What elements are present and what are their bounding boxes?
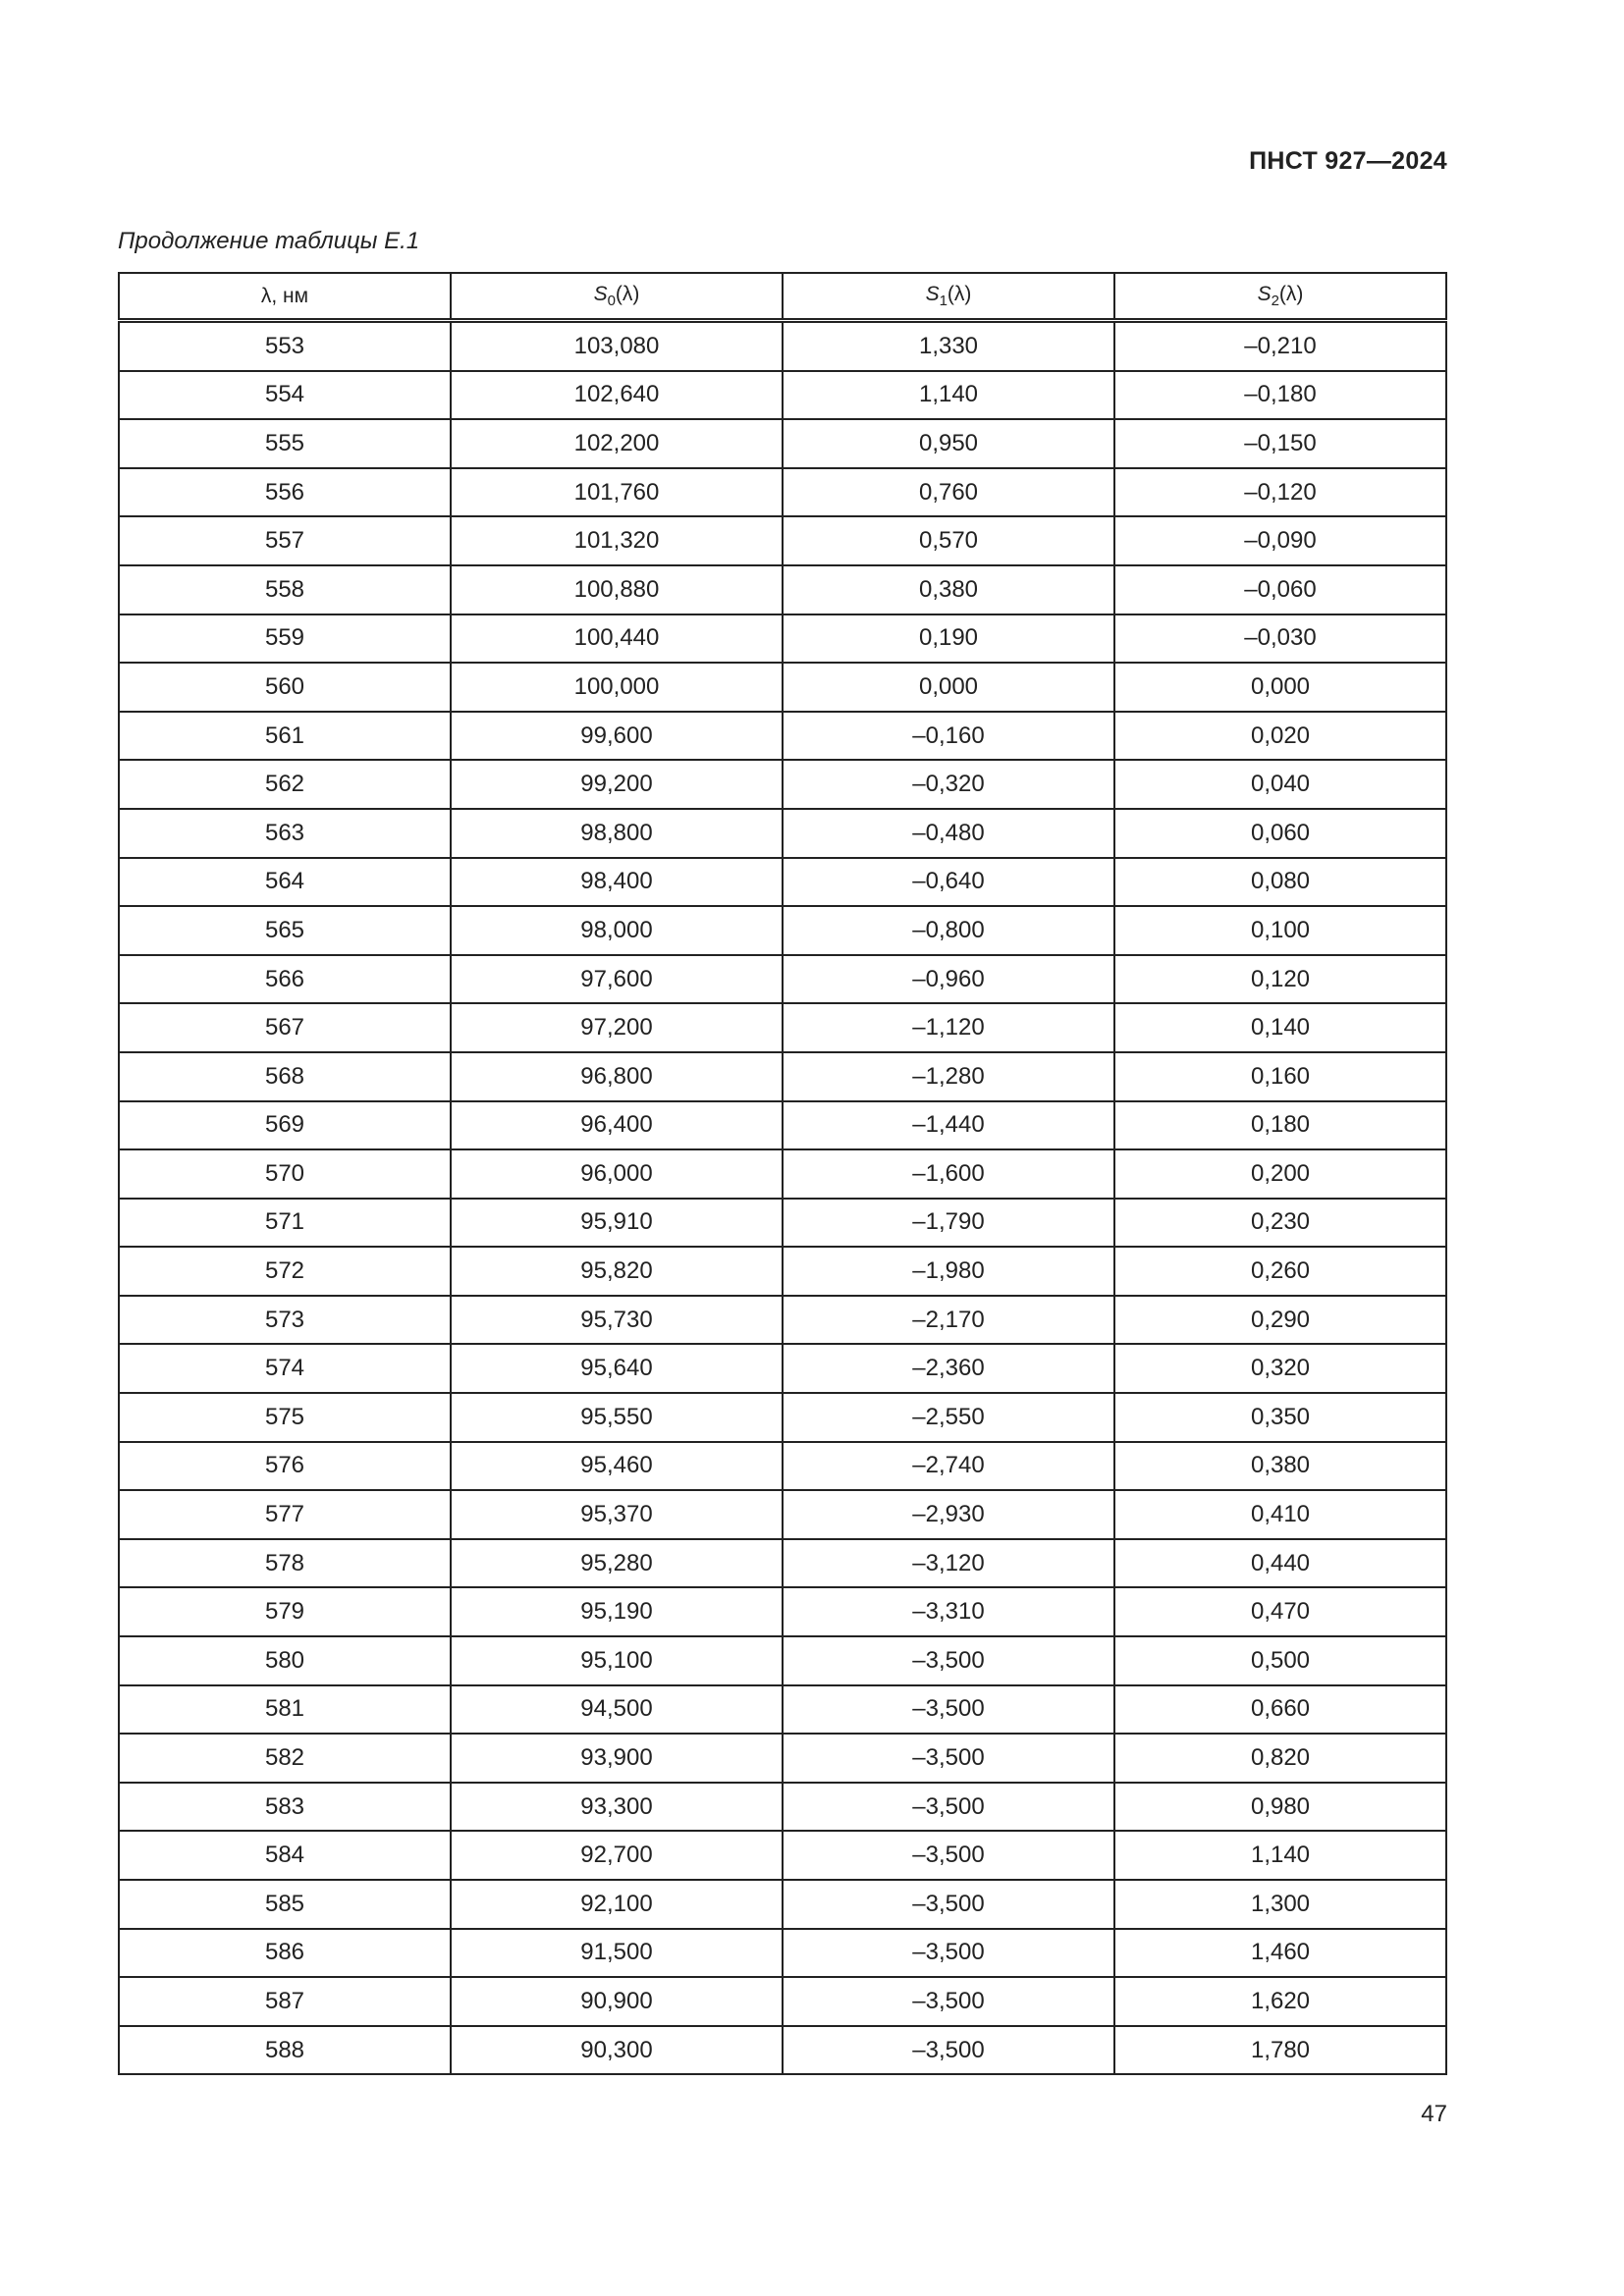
cell-s1: –0,320 [783, 760, 1114, 809]
cell-s1: –2,170 [783, 1296, 1114, 1345]
cell-s2: 0,320 [1114, 1344, 1446, 1393]
cell-wavelength: 586 [119, 1929, 451, 1978]
cell-s2: 0,100 [1114, 906, 1446, 955]
cell-s2: 0,140 [1114, 1003, 1446, 1052]
table-row [119, 1490, 1446, 1539]
cell-wavelength: 555 [119, 419, 451, 468]
column-header-s2: $S_2(\lambda)$ [1114, 273, 1446, 321]
cell-s0: 102,640 [451, 371, 783, 420]
column-header-s1: $S_1(\lambda)$ [783, 273, 1114, 321]
cell-s1: –1,790 [783, 1199, 1114, 1248]
cell-wavelength: 579 [119, 1587, 451, 1636]
cell-s1: –2,360 [783, 1344, 1114, 1393]
table-row [119, 1929, 1446, 1978]
cell-s1: –3,500 [783, 1977, 1114, 2026]
cell-s0: 95,280 [451, 1539, 783, 1588]
cell-s0: 101,760 [451, 468, 783, 517]
cell-s0: 92,100 [451, 1880, 783, 1929]
table-header [119, 273, 1446, 321]
cell-wavelength: 587 [119, 1977, 451, 2026]
cell-s1: –3,500 [783, 1880, 1114, 1929]
cell-s2: 0,040 [1114, 760, 1446, 809]
cell-wavelength: 554 [119, 371, 451, 420]
cell-s1: –0,160 [783, 712, 1114, 761]
table-row [119, 1247, 1446, 1296]
cell-s2: –0,150 [1114, 419, 1446, 468]
cell-s0: 99,600 [451, 712, 783, 761]
cell-wavelength: 574 [119, 1344, 451, 1393]
cell-wavelength: 578 [119, 1539, 451, 1588]
cell-wavelength: 573 [119, 1296, 451, 1345]
cell-s2: 0,160 [1114, 1052, 1446, 1101]
table-row [119, 419, 1446, 468]
cell-s2: –0,030 [1114, 614, 1446, 664]
table-row [119, 1587, 1446, 1636]
table-row [119, 516, 1446, 565]
cell-s1: –3,500 [783, 1929, 1114, 1978]
table-row [119, 906, 1446, 955]
table-row [119, 1149, 1446, 1199]
cell-s1: –3,500 [783, 1783, 1114, 1832]
cell-s0: 95,640 [451, 1344, 783, 1393]
cell-s0: 95,190 [451, 1587, 783, 1636]
cell-s1: 1,140 [783, 371, 1114, 420]
cell-s0: 95,100 [451, 1636, 783, 1685]
cell-s1: 0,000 [783, 663, 1114, 712]
table-row [119, 1880, 1446, 1929]
cell-s0: 100,880 [451, 565, 783, 614]
cell-s0: 92,700 [451, 1831, 783, 1880]
cell-s1: –3,500 [783, 1636, 1114, 1685]
column-header-wavelength: λ, нм [119, 273, 451, 321]
table-row [119, 1344, 1446, 1393]
cell-s2: 0,120 [1114, 955, 1446, 1004]
table-row [119, 565, 1446, 614]
cell-s2: 0,080 [1114, 858, 1446, 907]
cell-s2: 1,140 [1114, 1831, 1446, 1880]
cell-wavelength: 575 [119, 1393, 451, 1442]
cell-s2: 0,000 [1114, 663, 1446, 712]
cell-wavelength: 564 [119, 858, 451, 907]
cell-s0: 103,080 [451, 321, 783, 371]
cell-wavelength: 588 [119, 2026, 451, 2075]
cell-s2: 0,230 [1114, 1199, 1446, 1248]
cell-s1: –0,480 [783, 809, 1114, 858]
cell-wavelength: 553 [119, 321, 451, 371]
cell-s1: 0,190 [783, 614, 1114, 664]
cell-s1: –3,500 [783, 1685, 1114, 1735]
table-row [119, 663, 1446, 712]
cell-wavelength: 572 [119, 1247, 451, 1296]
column-header-s0: $S_0(\lambda)$ [451, 273, 783, 321]
cell-wavelength: 563 [119, 809, 451, 858]
cell-s0: 95,370 [451, 1490, 783, 1539]
table-row [119, 858, 1446, 907]
cell-s2: 1,620 [1114, 1977, 1446, 2026]
cell-s0: 97,200 [451, 1003, 783, 1052]
cell-s2: 1,460 [1114, 1929, 1446, 1978]
table-row [119, 371, 1446, 420]
table-row [119, 712, 1446, 761]
cell-wavelength: 565 [119, 906, 451, 955]
cell-wavelength: 558 [119, 565, 451, 614]
cell-s1: –3,500 [783, 2026, 1114, 2075]
cell-wavelength: 567 [119, 1003, 451, 1052]
table-row [119, 809, 1446, 858]
cell-s0: 98,000 [451, 906, 783, 955]
cell-s1: –2,550 [783, 1393, 1114, 1442]
cell-s1: –2,740 [783, 1442, 1114, 1491]
cell-s1: –3,500 [783, 1831, 1114, 1880]
cell-s0: 94,500 [451, 1685, 783, 1735]
cell-s1: 1,330 [783, 321, 1114, 371]
cell-wavelength: 559 [119, 614, 451, 664]
cell-wavelength: 566 [119, 955, 451, 1004]
cell-s2: 0,410 [1114, 1490, 1446, 1539]
table-row [119, 1539, 1446, 1588]
cell-s0: 96,800 [451, 1052, 783, 1101]
cell-s2: –0,120 [1114, 468, 1446, 517]
cell-s1: –1,120 [783, 1003, 1114, 1052]
cell-wavelength: 556 [119, 468, 451, 517]
cell-s1: 0,760 [783, 468, 1114, 517]
table-row [119, 1977, 1446, 2026]
table-row [119, 955, 1446, 1004]
table-row [119, 1734, 1446, 1783]
cell-s2: 0,260 [1114, 1247, 1446, 1296]
table-row [119, 468, 1446, 517]
cell-s2: 0,350 [1114, 1393, 1446, 1442]
cell-s0: 95,820 [451, 1247, 783, 1296]
cell-wavelength: 581 [119, 1685, 451, 1735]
table-row [119, 1101, 1446, 1150]
cell-s0: 99,200 [451, 760, 783, 809]
cell-s2: 0,470 [1114, 1587, 1446, 1636]
cell-s0: 95,550 [451, 1393, 783, 1442]
cell-s2: 0,380 [1114, 1442, 1446, 1491]
cell-s2: 0,020 [1114, 712, 1446, 761]
table-row [119, 321, 1446, 371]
cell-s0: 96,400 [451, 1101, 783, 1150]
cell-s2: 0,980 [1114, 1783, 1446, 1832]
page-number: 47 [1421, 2101, 1447, 2127]
cell-s2: 0,500 [1114, 1636, 1446, 1685]
cell-s0: 98,400 [451, 858, 783, 907]
cell-wavelength: 569 [119, 1101, 451, 1150]
cell-s2: 0,660 [1114, 1685, 1446, 1735]
cell-s2: 0,060 [1114, 809, 1446, 858]
cell-s1: –0,800 [783, 906, 1114, 955]
table-row [119, 1783, 1446, 1832]
cell-s2: –0,090 [1114, 516, 1446, 565]
cell-s0: 102,200 [451, 419, 783, 468]
cell-wavelength: 571 [119, 1199, 451, 1248]
cell-s0: 95,730 [451, 1296, 783, 1345]
cell-s0: 97,600 [451, 955, 783, 1004]
cell-wavelength: 560 [119, 663, 451, 712]
table-row [119, 614, 1446, 664]
cell-s0: 98,800 [451, 809, 783, 858]
cell-wavelength: 561 [119, 712, 451, 761]
table-row [119, 1636, 1446, 1685]
cell-s2: 0,180 [1114, 1101, 1446, 1150]
cell-s0: 100,000 [451, 663, 783, 712]
cell-s2: 0,200 [1114, 1149, 1446, 1199]
cell-s1: –1,980 [783, 1247, 1114, 1296]
cell-s1: –1,600 [783, 1149, 1114, 1199]
cell-wavelength: 576 [119, 1442, 451, 1491]
cell-s2: –0,060 [1114, 565, 1446, 614]
cell-s2: 1,780 [1114, 2026, 1446, 2075]
table-row [119, 760, 1446, 809]
cell-wavelength: 562 [119, 760, 451, 809]
cell-s1: –0,640 [783, 858, 1114, 907]
cell-s1: 0,570 [783, 516, 1114, 565]
cell-s1: –1,280 [783, 1052, 1114, 1101]
table-row [119, 1199, 1446, 1248]
cell-s0: 96,000 [451, 1149, 783, 1199]
cell-s2: 0,440 [1114, 1539, 1446, 1588]
cell-s0: 90,300 [451, 2026, 783, 2075]
table-row [119, 1052, 1446, 1101]
cell-wavelength: 577 [119, 1490, 451, 1539]
cell-s1: –3,310 [783, 1587, 1114, 1636]
cell-s0: 95,460 [451, 1442, 783, 1491]
cell-s0: 95,910 [451, 1199, 783, 1248]
document-code: ПНСТ 927—2024 [1249, 147, 1447, 175]
cell-wavelength: 585 [119, 1880, 451, 1929]
cell-s0: 93,900 [451, 1734, 783, 1783]
cell-wavelength: 580 [119, 1636, 451, 1685]
table-row [119, 1685, 1446, 1735]
cell-wavelength: 583 [119, 1783, 451, 1832]
cell-s0: 90,900 [451, 1977, 783, 2026]
table-row [119, 1393, 1446, 1442]
cell-s2: 0,820 [1114, 1734, 1446, 1783]
cell-s2: 0,290 [1114, 1296, 1446, 1345]
cell-s1: –3,120 [783, 1539, 1114, 1588]
cell-s0: 93,300 [451, 1783, 783, 1832]
cell-s1: –1,440 [783, 1101, 1114, 1150]
cell-s1: 0,380 [783, 565, 1114, 614]
cell-s0: 100,440 [451, 614, 783, 664]
table-row [119, 1831, 1446, 1880]
cell-s2: 1,300 [1114, 1880, 1446, 1929]
cell-s0: 101,320 [451, 516, 783, 565]
data-table [118, 272, 1447, 2075]
cell-wavelength: 557 [119, 516, 451, 565]
table-row [119, 1442, 1446, 1491]
cell-s1: –3,500 [783, 1734, 1114, 1783]
cell-s1: –2,930 [783, 1490, 1114, 1539]
cell-wavelength: 582 [119, 1734, 451, 1783]
cell-s2: –0,180 [1114, 371, 1446, 420]
cell-s0: 91,500 [451, 1929, 783, 1978]
header-row [119, 273, 1446, 321]
cell-s2: –0,210 [1114, 321, 1446, 371]
table-body [119, 321, 1446, 2075]
table-row [119, 1296, 1446, 1345]
cell-s1: –0,960 [783, 955, 1114, 1004]
cell-wavelength: 584 [119, 1831, 451, 1880]
table-caption: Продолжение таблицы Е.1 [118, 228, 420, 254]
table-row [119, 1003, 1446, 1052]
cell-wavelength: 568 [119, 1052, 451, 1101]
table-row [119, 2026, 1446, 2075]
cell-wavelength: 570 [119, 1149, 451, 1199]
cell-s1: 0,950 [783, 419, 1114, 468]
